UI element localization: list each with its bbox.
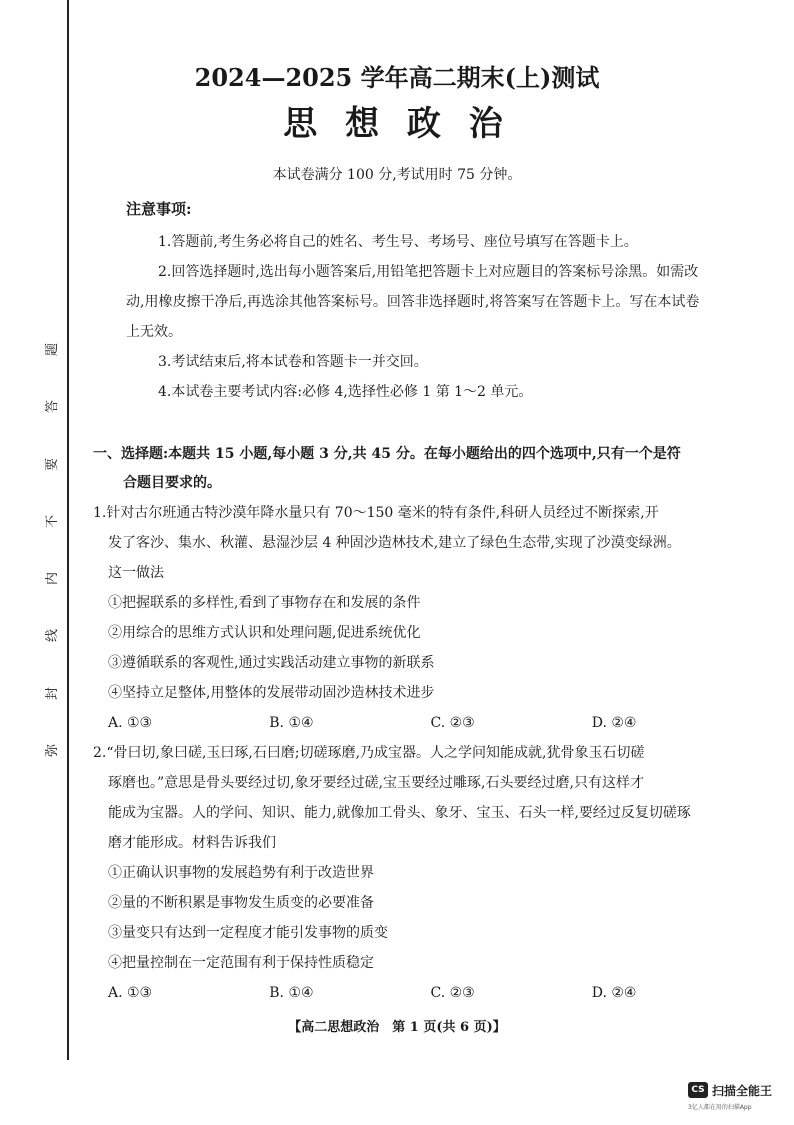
binding-margin-text — [40, 340, 62, 760]
exam-title: 2024—2025 学年高二期末(上)测试 — [194, 63, 600, 92]
question-stem: 能成为宝器。人的学问、知识、能力,就像加工骨头、象牙、宝玉、石头一样,要经过反复切磋琢 — [108, 805, 691, 821]
watermark-name: 扫描全能王 — [712, 1084, 773, 1098]
choice-a: A. ①③ — [108, 715, 153, 731]
section-line: 一、选择题:本题共 15 小题,每小题 3 分,共 45 分。在每小题给出的四个选项中,只有一个是符 — [93, 446, 681, 462]
choice-c: C. ②③ — [430, 715, 475, 731]
notice-item: 1.答题前,考生务必将自己的姓名、考生号、考场号、座位号填写在答题卡上。 — [158, 234, 638, 250]
choice-a: A. ①③ — [108, 985, 153, 1001]
statement: ③遵循联系的客观性,通过实践活动建立事物的新联系 — [108, 655, 435, 671]
question-stem: 这一做法 — [108, 565, 164, 581]
camscanner-logo-icon: CS — [688, 1082, 708, 1098]
question-stem: 琢磨也。”意思是骨头要经过切,象牙要经过磋,宝玉要经过雕琢,石头要经过磨,只有这样才 — [108, 775, 644, 791]
question-2 — [93, 738, 753, 1008]
question-stem: 2.“骨曰切,象曰磋,玉曰琢,石曰磨;切磋琢磨,乃成宝器。人之学问知能成就,犹骨象玉石切磋 — [93, 745, 645, 761]
section-line: 合题目要求的。 — [123, 475, 221, 491]
statement: ②量的不断积累是事物发生质变的必要准备 — [108, 895, 374, 911]
choice-b: B. ①④ — [269, 985, 314, 1001]
choice-b: B. ①④ — [269, 715, 314, 731]
scanner-watermark — [688, 1080, 788, 1116]
watermark-tagline: 3亿人都在用的扫描App — [688, 1104, 752, 1111]
answer-choices — [93, 978, 753, 1008]
question-stem: 磨才能形成。材料告诉我们 — [108, 835, 276, 851]
question-1 — [93, 498, 753, 738]
statement: ①正确认识事物的发展趋势有利于改造世界 — [108, 865, 374, 881]
choice-d: D. ②④ — [591, 985, 637, 1001]
question-stem: 1.针对古尔班通古特沙漠年降水量只有 70～150 毫米的特有条件,科研人员经过不断探索,开 — [93, 505, 659, 521]
choice-d: D. ②④ — [591, 715, 637, 731]
statement: ①把握联系的多样性,看到了事物存在和发展的条件 — [108, 595, 421, 611]
exam-meta: 本试卷满分 100 分,考试用时 75 分钟。 — [272, 167, 522, 183]
question-stem: 发了客沙、集水、秋灌、悬湿沙层 4 种固沙造林技术,建立了绿色生态带,实现了沙漠变绿洲。 — [108, 535, 681, 551]
margin-char: 题 — [45, 342, 61, 357]
binding-line — [67, 0, 69, 1060]
margin-char: 封 — [45, 686, 61, 700]
margin-char: 要 — [45, 457, 61, 471]
page-footer: 【高二思想政治 第 1 页(共 6 页)】 — [288, 1020, 506, 1035]
notice-title: 注意事项: — [126, 200, 192, 218]
margin-char: 弥 — [45, 743, 61, 757]
answer-choices — [93, 708, 753, 738]
margin-char: 不 — [45, 514, 61, 528]
statement: ②用综合的思维方式认识和处理问题,促进系统优化 — [108, 625, 421, 641]
subject-title: 思 想 政 治 — [283, 104, 511, 144]
margin-char: 内 — [45, 572, 61, 586]
section-heading — [93, 440, 743, 498]
margin-char: 答 — [45, 400, 61, 414]
choice-c: C. ②③ — [430, 985, 475, 1001]
notice-item: 4.本试卷主要考试内容:必修 4,选择性必修 1 第 1～2 单元。 — [158, 384, 533, 400]
statement: ④把量控制在一定范围有利于保持性质稳定 — [108, 955, 374, 971]
margin-char: 线 — [45, 629, 61, 643]
notice-item: 2.回答选择题时,选出每小题答案后,用铅笔把答题卡上对应题目的答案标号涂黑。如需改动,用橡皮擦干净后,再选涂其他答案标号。回答非选择题时,将答案写在答题卡上。写在本试卷上无效。 — [126, 264, 700, 340]
statement: ④坚持立足整体,用整体的发展带动固沙造林技术进步 — [108, 685, 435, 701]
notice-list — [126, 227, 711, 407]
statement: ③量变只有达到一定程度才能引发事物的质变 — [108, 925, 388, 941]
notice-item: 3.考试结束后,将本试卷和答题卡一并交回。 — [158, 354, 428, 370]
